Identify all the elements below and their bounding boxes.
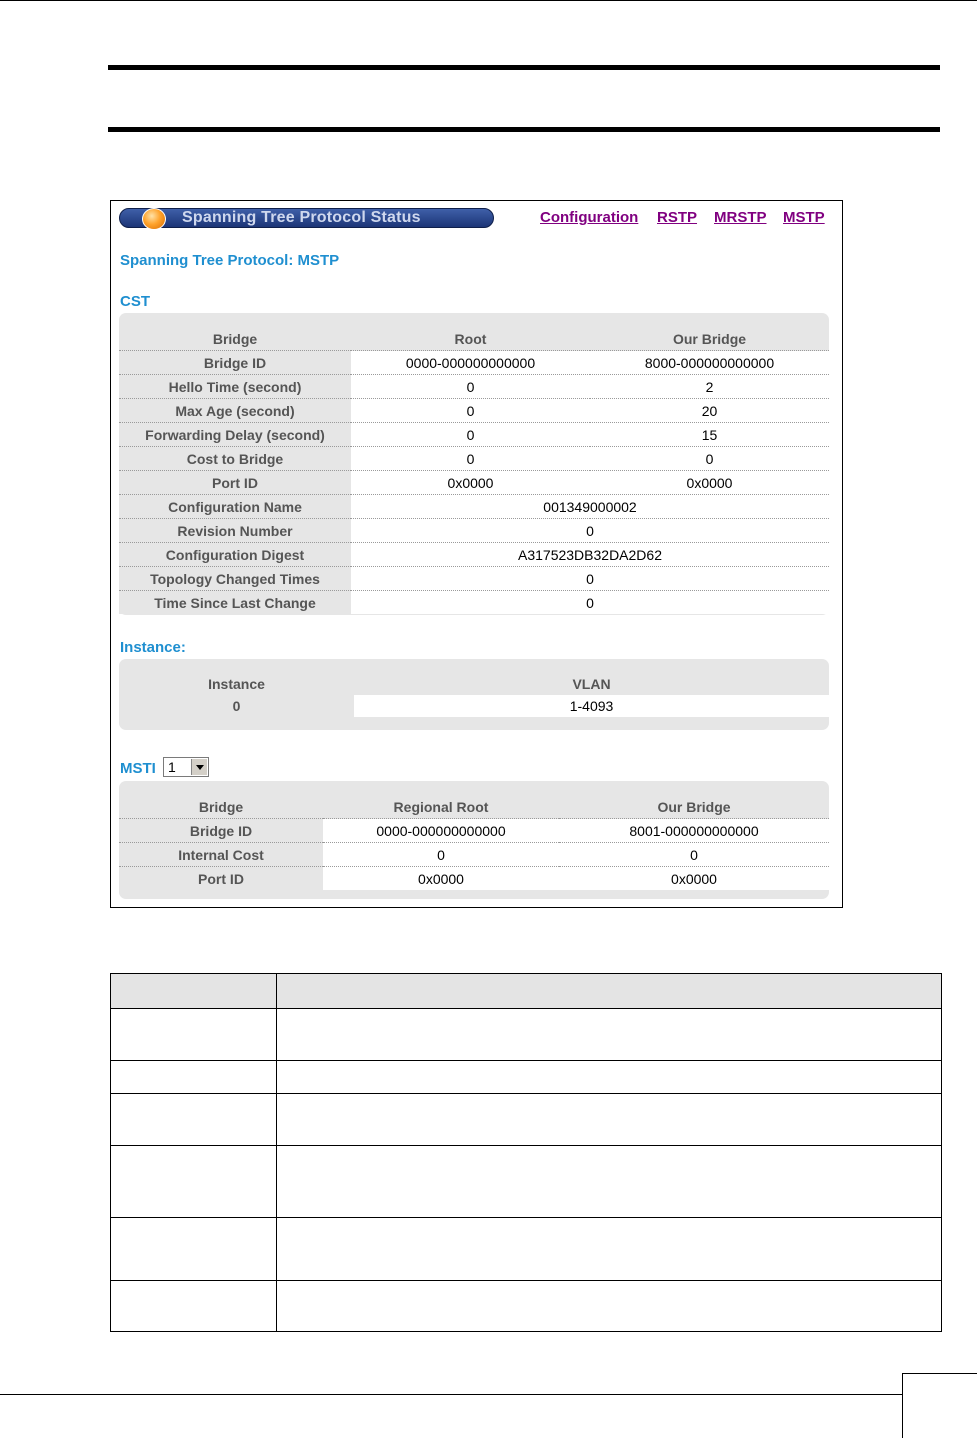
cst-heading: CST bbox=[120, 293, 150, 310]
table-row bbox=[119, 351, 829, 375]
span-value: A317523DB32DA2D62 bbox=[351, 543, 829, 567]
span-value: 0 bbox=[351, 519, 829, 543]
root-value: 0 bbox=[351, 447, 590, 471]
instance-col-instance: Instance bbox=[119, 673, 354, 695]
footer-rule bbox=[0, 1394, 902, 1395]
table-row bbox=[111, 1146, 941, 1218]
our-value: 20 bbox=[590, 399, 829, 423]
instance-col-vlan: VLAN bbox=[354, 673, 829, 695]
row-label: Configuration Digest bbox=[119, 543, 351, 567]
cst-col-bridge: Bridge bbox=[119, 327, 351, 351]
cst-table-box bbox=[119, 313, 829, 615]
table-row bbox=[119, 447, 829, 471]
row-label: Forwarding Delay (second) bbox=[119, 423, 351, 447]
our-value: 0 bbox=[559, 843, 829, 867]
top-rule bbox=[0, 0, 977, 1]
table-row bbox=[111, 1094, 941, 1146]
table-row bbox=[111, 1218, 941, 1281]
our-value: 8001-000000000000 bbox=[559, 819, 829, 843]
table-row bbox=[119, 375, 829, 399]
root-value: 0 bbox=[351, 375, 590, 399]
table-row bbox=[119, 843, 829, 867]
description-table bbox=[110, 973, 942, 1332]
table-row bbox=[119, 543, 829, 567]
table-row bbox=[119, 695, 829, 717]
root-value: 0 bbox=[351, 399, 590, 423]
instance-table-box bbox=[119, 659, 829, 730]
cst-table bbox=[119, 327, 829, 614]
our-value: 0x0000 bbox=[590, 471, 829, 495]
table-row bbox=[111, 974, 941, 1009]
table-row bbox=[119, 423, 829, 447]
row-label: Bridge ID bbox=[119, 351, 351, 375]
msti-selected-value: 1 bbox=[168, 759, 176, 775]
table-row bbox=[119, 471, 829, 495]
table-row bbox=[111, 1061, 941, 1094]
nav-link-rstp[interactable]: RSTP bbox=[657, 209, 698, 226]
msti-col-bridge: Bridge bbox=[119, 795, 323, 819]
page-heading: Spanning Tree Protocol: MSTP bbox=[120, 252, 340, 269]
instance-table bbox=[119, 673, 829, 717]
our-value: 15 bbox=[590, 423, 829, 447]
table-row bbox=[119, 867, 829, 891]
span-value: 001349000002 bbox=[351, 495, 829, 519]
nav-link-mstp[interactable]: MSTP bbox=[783, 209, 825, 226]
table-row bbox=[119, 819, 829, 843]
our-value: 0x0000 bbox=[559, 867, 829, 891]
table-row bbox=[119, 399, 829, 423]
row-label: Topology Changed Times bbox=[119, 567, 351, 591]
root-value: 0 bbox=[351, 423, 590, 447]
row-label: Internal Cost bbox=[119, 843, 323, 867]
table-row bbox=[111, 1009, 941, 1061]
panel-header-title: Spanning Tree Protocol Status bbox=[182, 209, 421, 226]
table-row bbox=[111, 1281, 941, 1331]
span-value: 0 bbox=[351, 591, 829, 615]
page-number-box bbox=[902, 1373, 977, 1438]
root-value: 0 bbox=[323, 843, 559, 867]
cst-col-root: Root bbox=[351, 327, 590, 351]
row-label: Revision Number bbox=[119, 519, 351, 543]
span-value: 0 bbox=[351, 567, 829, 591]
msti-heading: MSTI bbox=[120, 760, 156, 777]
table-row bbox=[119, 591, 829, 615]
instance-value: 0 bbox=[119, 695, 354, 717]
chevron-down-icon[interactable] bbox=[191, 759, 207, 775]
row-label: Port ID bbox=[119, 471, 351, 495]
row-label: Time Since Last Change bbox=[119, 591, 351, 615]
msti-col-regional-root: Regional Root bbox=[323, 795, 559, 819]
msti-col-our-bridge: Our Bridge bbox=[559, 795, 829, 819]
table-row bbox=[119, 567, 829, 591]
row-label: Configuration Name bbox=[119, 495, 351, 519]
msti-select[interactable] bbox=[163, 757, 209, 777]
nav-link-mrstp[interactable]: MRSTP bbox=[714, 209, 767, 226]
root-value: 0x0000 bbox=[351, 471, 590, 495]
instance-heading: Instance: bbox=[120, 639, 186, 656]
panel-header-bar bbox=[119, 208, 494, 228]
msti-table-box bbox=[119, 781, 829, 899]
row-label: Hello Time (second) bbox=[119, 375, 351, 399]
root-value: 0000-000000000000 bbox=[351, 351, 590, 375]
table-row bbox=[119, 495, 829, 519]
nav-link-configuration[interactable]: Configuration bbox=[540, 209, 639, 226]
title-rule-top bbox=[108, 65, 940, 70]
status-orb-icon bbox=[142, 208, 166, 230]
our-value: 8000-000000000000 bbox=[590, 351, 829, 375]
row-label: Max Age (second) bbox=[119, 399, 351, 423]
vlan-value: 1-4093 bbox=[354, 695, 829, 717]
root-value: 0x0000 bbox=[323, 867, 559, 891]
row-label: Cost to Bridge bbox=[119, 447, 351, 471]
stp-status-panel bbox=[110, 200, 843, 908]
description-column-divider bbox=[276, 974, 277, 1331]
row-label: Port ID bbox=[119, 867, 323, 891]
msti-table bbox=[119, 795, 829, 890]
our-value: 2 bbox=[590, 375, 829, 399]
root-value: 0000-000000000000 bbox=[323, 819, 559, 843]
table-row bbox=[119, 519, 829, 543]
row-label: Bridge ID bbox=[119, 819, 323, 843]
cst-col-our-bridge: Our Bridge bbox=[590, 327, 829, 351]
our-value: 0 bbox=[590, 447, 829, 471]
title-rule-bottom bbox=[108, 127, 940, 132]
